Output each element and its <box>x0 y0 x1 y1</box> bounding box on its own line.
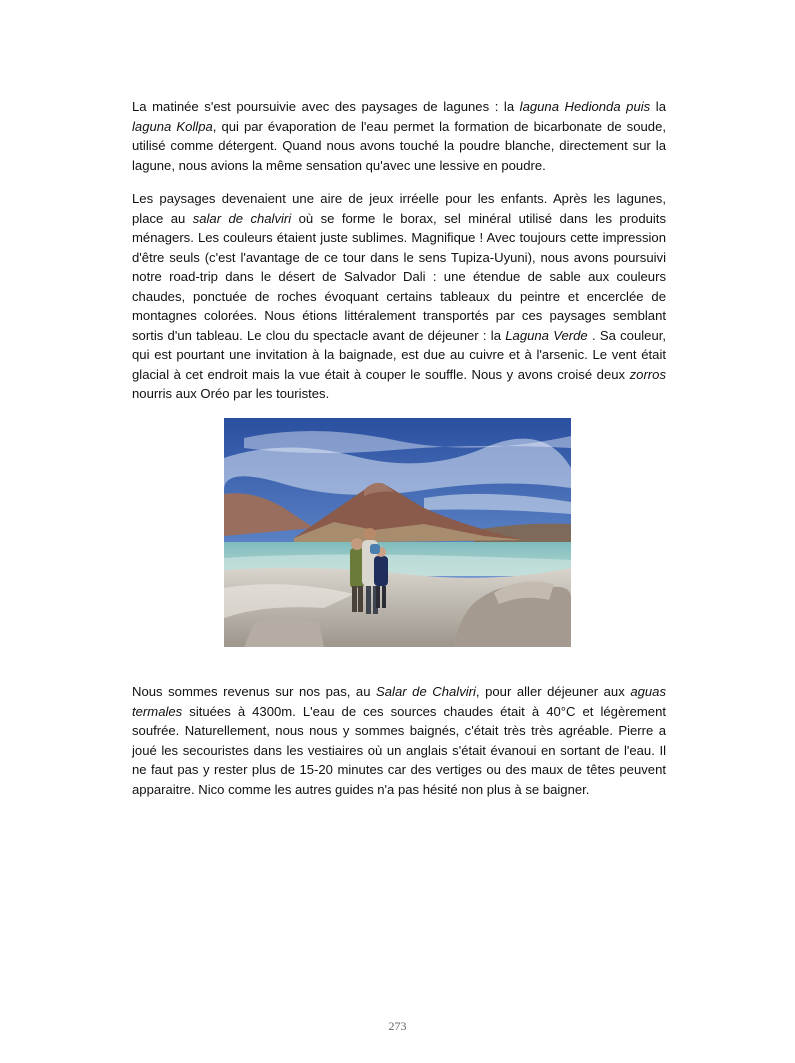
paragraph-aguas-termales <box>132 682 666 799</box>
photo-illustration <box>224 418 571 647</box>
paragraph-lagunes <box>132 97 666 175</box>
laguna-verde-photo <box>224 418 571 647</box>
text-run: , qui par évaporation de l'eau permet la formation de bicarbonate de soude, utilisé comme détergent. Quand nous avons touché la poudre blanche, directement sur la lagune, nous avions la même sensation qu'avec une lessive en poudre. <box>132 118 666 173</box>
text-run: la <box>650 99 666 114</box>
text-run: où se forme le borax, sel minéral utilisé dans les produits ménagers. Les couleurs étaient juste sublimes. Magnifique ! Avec toujours cette impression d'être seuls (c'est l'avantage de ce tour dans le sens Tupiza-Uyuni), nous avons poursuivi notre road-trip dans le désert de Salvador Dali : une étendue de sable aux couleurs chaudes, ponctuée de roches évoquant certains tableaux du peintre et encerclée de montagnes colorées. Nous étions littéralement transportés par ces paysages semblant sortis d'un tableau. Le clou du spectacle avant de déjeuner : la <box>132 210 666 343</box>
paragraph-paysages <box>132 189 666 404</box>
text-run: , pour aller déjeuner aux <box>475 684 631 699</box>
text-run: nourris aux Oréo par les touristes. <box>132 386 330 401</box>
italic-place-name: salar de chalviri <box>192 210 292 226</box>
text-run: . Sa couleur, qui est pourtant une invitation à la baignade, est due au cuivre et à l'arsenic. Le vent était glacial à cet endroit mais la vue était à couper le souffle. Nous y avons croisé deux <box>132 327 666 382</box>
italic-place-name: laguna Kollpa <box>132 118 213 134</box>
text-run: situées à 4300m. L'eau de ces sources chaudes était à 40°C et légèrement soufrée. Naturellement, nous nous y sommes baignés, c'était très très agréable. Pierre a joué les secouristes dans les vestiaires où un anglais s'était évanoui en sortant de l'eau. Il ne faut pas y rester plus de 15-20 minutes car des vertiges ou des maux de têtes peuvent apparaitre. Nico comme les autres guides n'a pas hésité non plus à se baigner. <box>132 703 666 797</box>
text-run: Les paysages devenaient une aire de jeux irréelle pour les enfants. Après les lagunes, place au <box>132 191 666 226</box>
italic-place-name: laguna Hedionda puis <box>519 99 651 114</box>
italic-place-name: Salar de Chalviri <box>376 684 476 699</box>
italic-word: zorros <box>629 366 666 382</box>
text-run: La matinée s'est poursuivie avec des paysages de lagunes : la <box>132 99 520 114</box>
text-run: Nous sommes revenus sur nos pas, au <box>132 684 377 699</box>
italic-place-name: Laguna Verde <box>505 327 588 343</box>
italic-place-name: aguas termales <box>132 684 666 719</box>
page-number: 273 <box>388 1019 407 1033</box>
